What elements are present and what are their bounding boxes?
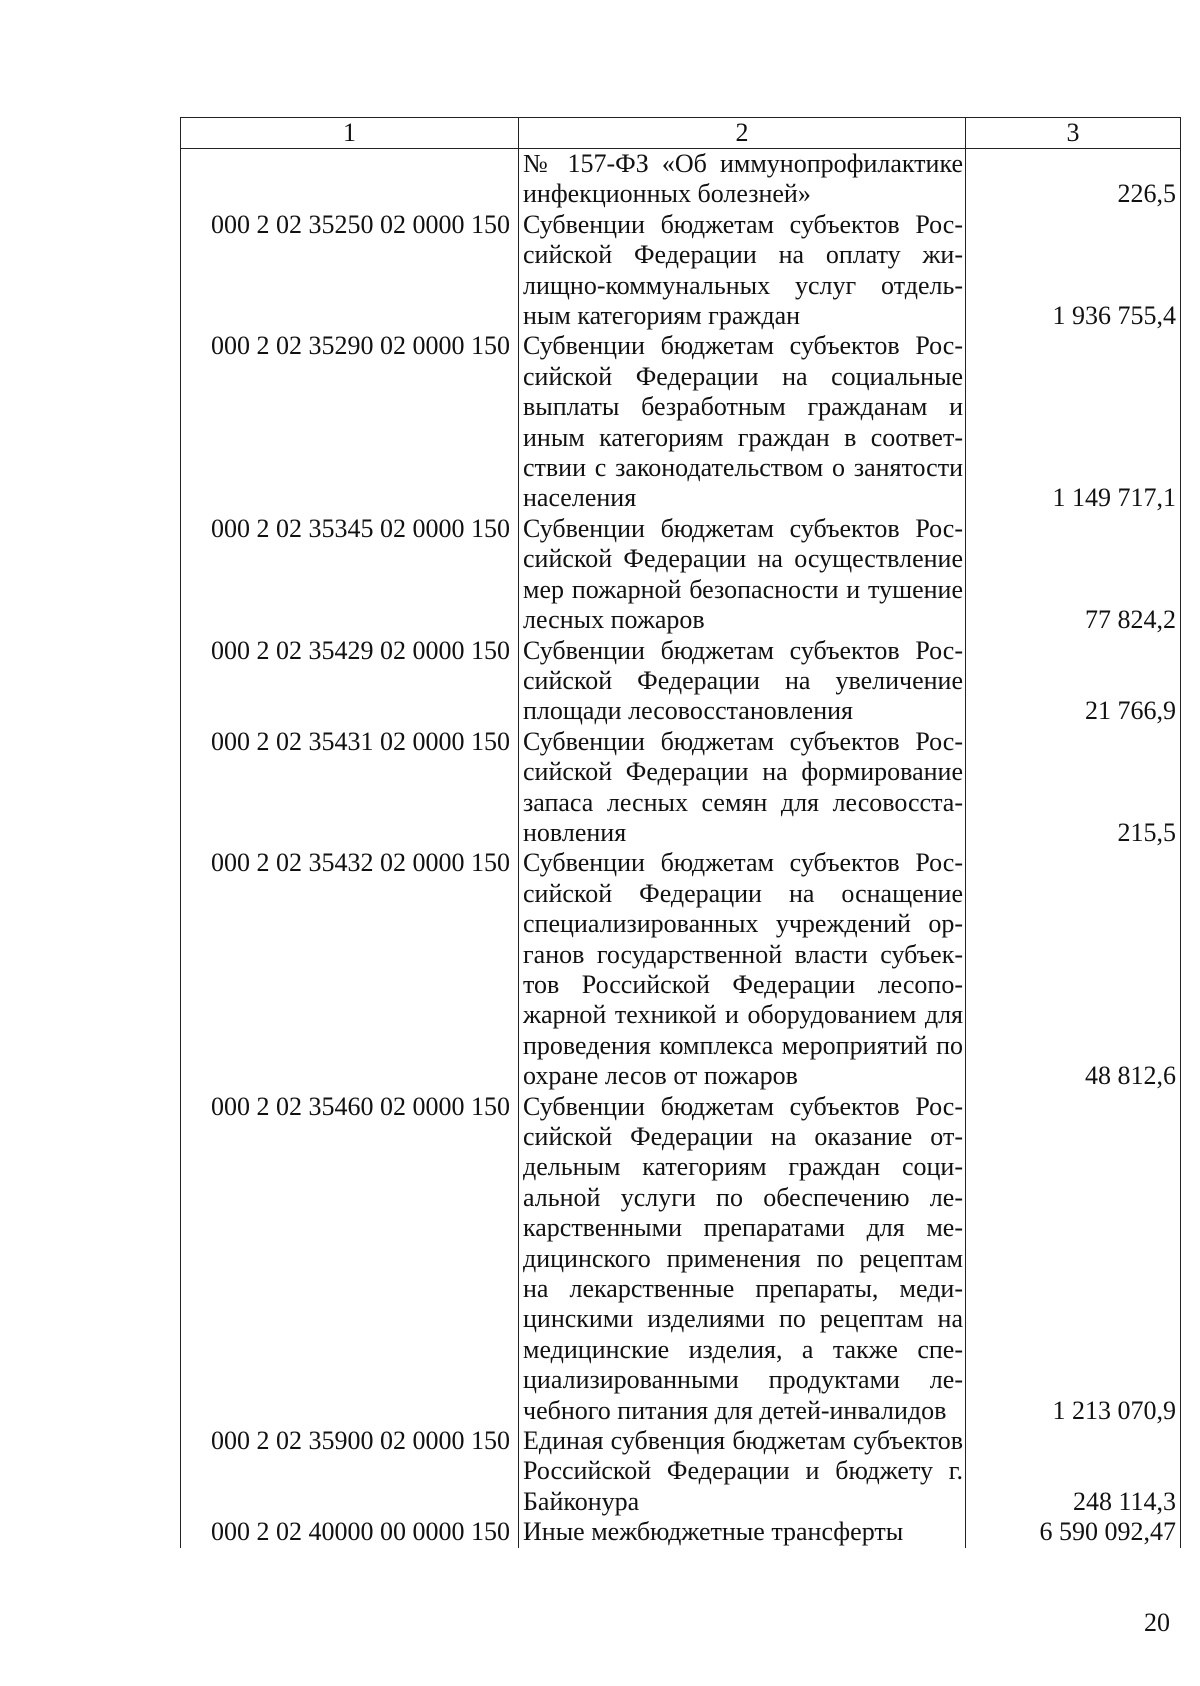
row-code: 000 2 02 40000 00 0000 150: [181, 1517, 519, 1547]
row-amount: 1 149 717,1: [966, 331, 1181, 513]
row-amount: 6 590 092,47: [966, 1517, 1181, 1547]
column-header-name: 2: [519, 118, 966, 149]
row-amount: 21 766,9: [966, 636, 1181, 727]
row-code: 000 2 02 35345 02 0000 150: [181, 514, 519, 636]
row-name: Иные межбюджетные трансферты: [519, 1517, 966, 1547]
column-header-code: 1: [181, 118, 519, 149]
row-amount: 248 114,3: [966, 1426, 1181, 1517]
row-amount: 1 936 755,4: [966, 210, 1181, 332]
row-code: 000 2 02 35900 02 0000 150: [181, 1426, 519, 1517]
row-amount: 226,5: [966, 149, 1181, 210]
row-code: 000 2 02 35290 02 0000 150: [181, 331, 519, 513]
row-code: [181, 149, 519, 210]
table-row: [181, 331, 1181, 513]
column-header-amount: 3: [966, 118, 1181, 149]
row-amount: 1 213 070,9: [966, 1092, 1181, 1426]
row-name: Субвенции бюджетам субъектов Российской Федерации на осуществление мер пожарной безопасности и тушение лесных пожаров: [519, 514, 966, 636]
table-header-row: [181, 118, 1181, 149]
page-number: 20: [1144, 1608, 1170, 1637]
table-row: [181, 848, 1181, 1091]
table-row: [181, 727, 1181, 849]
row-name: Субвенции бюджетам субъектов Российской Федерации на увеличение площади лесовосстановления: [519, 636, 966, 727]
row-code: 000 2 02 35460 02 0000 150: [181, 1092, 519, 1426]
table-row: [181, 514, 1181, 636]
row-amount: 215,5: [966, 727, 1181, 849]
row-name: Субвенции бюджетам субъектов Российской Федерации на формирование запаса лесных семян для лесовосстановления: [519, 727, 966, 849]
row-amount: 77 824,2: [966, 514, 1181, 636]
table-row: [181, 1426, 1181, 1517]
row-code: 000 2 02 35429 02 0000 150: [181, 636, 519, 727]
table-row: [181, 636, 1181, 727]
table-row: [181, 1092, 1181, 1426]
row-name: Субвенции бюджетам субъектов Российской Федерации на социальные выплаты безработным гражданам и иным категориям граждан в соответствии с законодательством о занятости населения: [519, 331, 966, 513]
row-name: Единая субвенция бюджетам субъектов Российской Федерации и бюджету г. Байконура: [519, 1426, 966, 1517]
row-code: 000 2 02 35431 02 0000 150: [181, 727, 519, 849]
row-name: Субвенции бюджетам субъектов Российской Федерации на оказание отдельным категориям граждан социальной услуги по обеспечению лекарственными препаратами для медицинского применения по рецептам на лекарственные препараты, медицинскими изделиями по рецептам на медицинские изделия, а также специализированными продуктами лечебного питания для детей-инвалидов: [519, 1092, 966, 1426]
row-name: № 157-ФЗ «Об иммунопрофилактике инфекционных болезней»: [519, 149, 966, 210]
row-amount: 48 812,6: [966, 848, 1181, 1091]
table-row: [181, 210, 1181, 332]
row-name: Субвенции бюджетам субъектов Российской Федерации на оплату жилищно-коммунальных услуг отдельным категориям граждан: [519, 210, 966, 332]
row-name: Субвенции бюджетам субъектов Российской Федерации на оснащение специализированных учреждений органов государственной власти субъектов Российской Федерации лесопожарной техникой и оборудованием для проведения комплекса мероприятий по охране лесов от пожаров: [519, 848, 966, 1091]
row-code: 000 2 02 35432 02 0000 150: [181, 848, 519, 1091]
budget-revenue-table: [180, 117, 1181, 1548]
table-row: [181, 149, 1181, 210]
table-row: [181, 1517, 1181, 1547]
row-code: 000 2 02 35250 02 0000 150: [181, 210, 519, 332]
